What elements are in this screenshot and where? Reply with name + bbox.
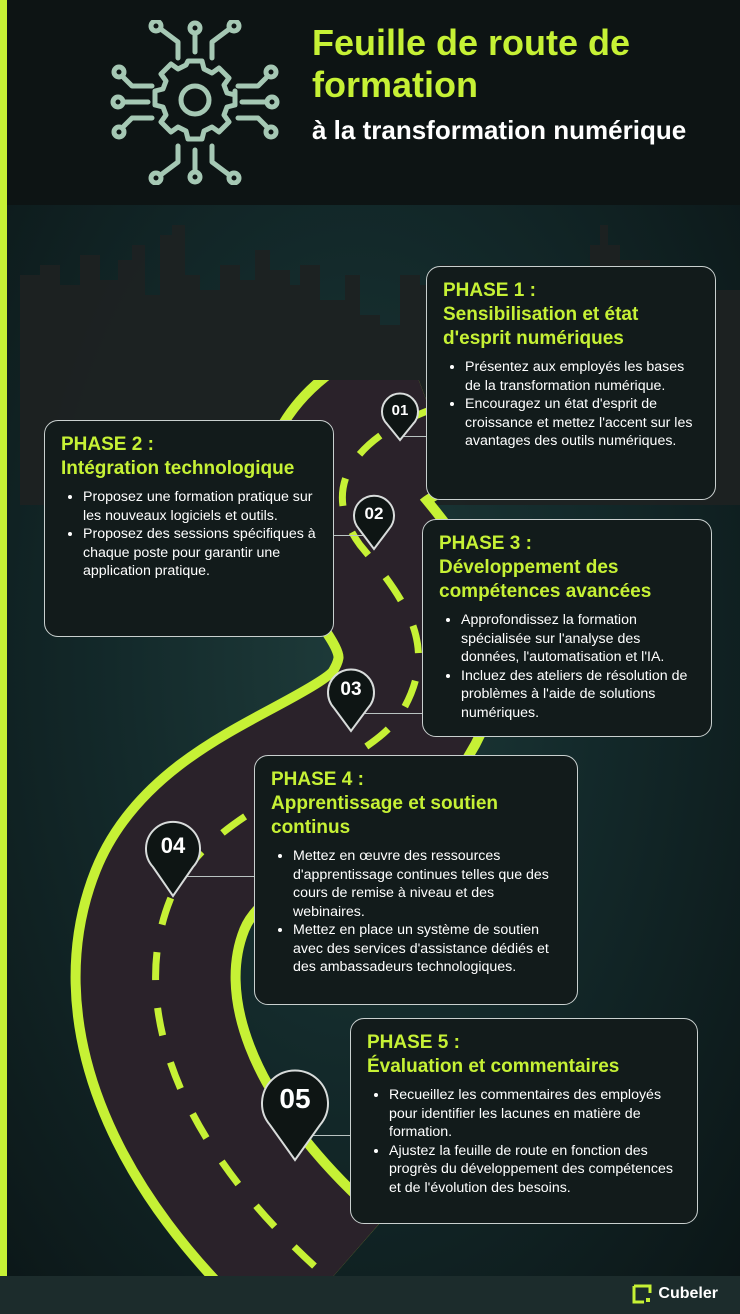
phase-3-card	[422, 519, 712, 737]
phase-bullets	[367, 1086, 681, 1197]
phase-bullets	[439, 611, 695, 722]
phase-5-marker: 05	[260, 1066, 330, 1162]
phase-3-marker: 03	[326, 667, 376, 733]
brand-name: Cubeler	[658, 1285, 718, 1302]
phase-2-card	[44, 420, 334, 637]
bullet-item: • Encouragez un état d'esprit de croissance et mettez l'accent sur les avantages des outils numériques.	[465, 395, 699, 451]
phase-heading: Apprentissage et soutien continus	[271, 793, 498, 838]
brand-logo	[632, 1284, 718, 1304]
phase-title: PHASE 2 :	[61, 434, 154, 455]
phase-bullets	[271, 847, 561, 977]
gear-circuit-icon	[110, 20, 280, 185]
phase-heading: Intégration technologique	[61, 458, 295, 479]
bullet-item: • Mettez en œuvre des ressources d'apprentissage continues telles que des cours de remise à niveau et des webinaires.	[293, 847, 561, 921]
bullet-item: • Mettez en place un système de soutien avec des services d'assistance dédiés et des ambassadeurs technologiques.	[293, 921, 561, 977]
bullet-item: • Proposez une formation pratique sur les nouveaux logiciels et outils.	[83, 488, 317, 525]
cubeler-logo-icon	[632, 1284, 652, 1304]
phase-title: PHASE 3 :	[439, 533, 532, 554]
bullet-item: • Ajustez la feuille de route en fonction des progrès du développement des compétences et de l'évolution des besoins.	[389, 1142, 681, 1198]
phase-heading: Évaluation et commentaires	[367, 1056, 620, 1077]
phase-bullets	[61, 488, 317, 581]
phase-1-marker: 01	[380, 392, 420, 442]
phase-title: PHASE 4 :	[271, 769, 364, 790]
phase-bullets	[443, 358, 699, 451]
bullet-item: • Présentez aux employés les bases de la transformation numérique.	[465, 358, 699, 395]
page-subtitle: à la transformation numérique	[312, 115, 687, 145]
bullet-item: • Incluez des ateliers de résolution de problèmes à l'aide de solutions numériques.	[461, 667, 695, 723]
bullet-item: • Approfondissez la formation spécialisée sur l'analyse des données, l'automatisation et l'IA.	[461, 611, 695, 667]
phase-1-card	[426, 266, 716, 500]
phase-5-card	[350, 1018, 698, 1224]
phase-2-marker: 02	[352, 493, 396, 551]
page-title: Feuille de route de formation	[312, 22, 631, 105]
bullet-item: • Recueillez les commentaires des employés pour identifier les lacunes en matière de formation.	[389, 1086, 681, 1142]
phase-title: PHASE 1 :	[443, 280, 536, 301]
phase-4-marker: 04	[144, 818, 202, 898]
phase-4-card	[254, 755, 578, 1005]
phase-title: PHASE 5 :	[367, 1032, 460, 1053]
phase-heading: Développement des compétences avancées	[439, 557, 652, 602]
footer	[0, 1276, 740, 1314]
bullet-item: • Proposez des sessions spécifiques à chaque poste pour garantir une application pratique.	[83, 525, 317, 581]
phase-heading: Sensibilisation et état d'esprit numériques	[443, 304, 639, 349]
